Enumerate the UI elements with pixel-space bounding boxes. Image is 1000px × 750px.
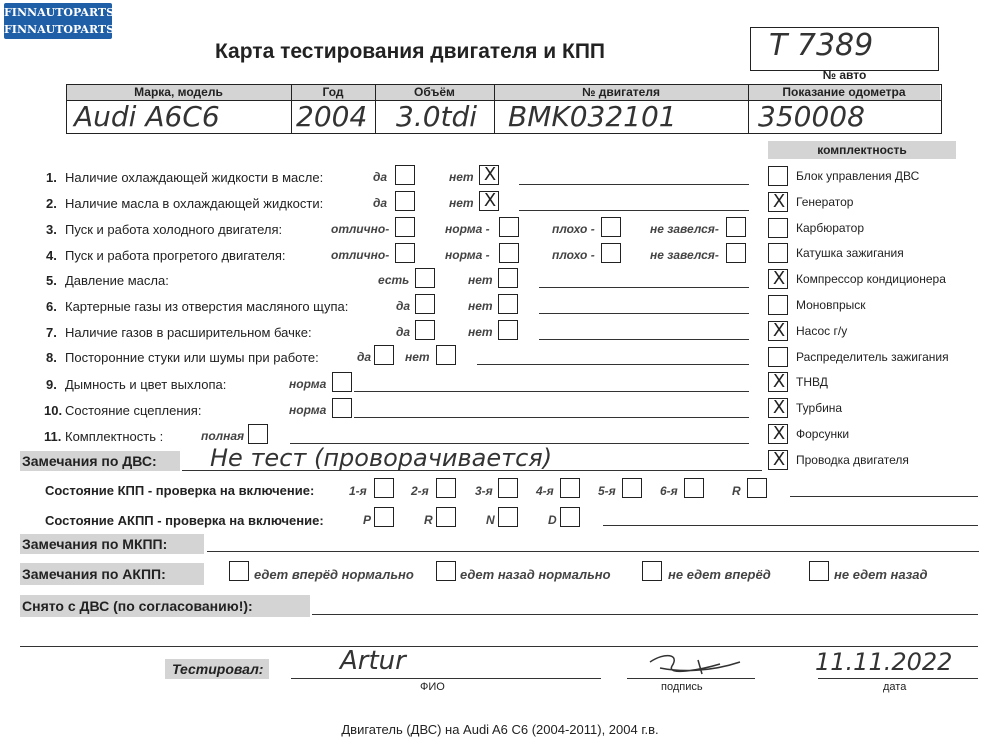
q8-note-line bbox=[477, 364, 749, 365]
akpp-gear-label: N bbox=[486, 513, 495, 527]
x-mark: X bbox=[772, 423, 786, 444]
col-year-header: Год bbox=[322, 85, 344, 99]
kpp-gear-label: 2-я bbox=[411, 484, 429, 498]
kpp-label: Состояние КПП - проверка на включение: bbox=[45, 483, 315, 498]
question-text: Пуск и работа холодного двигателя: bbox=[65, 222, 283, 237]
odometer-value: 350008 bbox=[758, 100, 865, 133]
komplekt-label: Катушка зажигания bbox=[796, 246, 904, 261]
q4-norma-checkbox[interactable] bbox=[499, 243, 519, 263]
col-engine-no-header: № двигателя bbox=[582, 85, 660, 99]
kpp-gear-label: 6-я bbox=[660, 484, 678, 498]
q4-ne-zavelsya-checkbox[interactable] bbox=[726, 243, 746, 263]
question-number: 4. bbox=[46, 248, 57, 263]
fio-value[interactable]: Artur bbox=[340, 646, 406, 676]
question-number: 10. bbox=[44, 403, 63, 418]
q1-da-label: да bbox=[373, 170, 388, 184]
komplekt-label: Форсунки bbox=[796, 427, 850, 441]
question-number: 6. bbox=[46, 299, 57, 314]
komplekt-label: Турбина bbox=[796, 401, 843, 416]
q3-norma-label: норма - bbox=[445, 222, 490, 236]
question-text: Комплектность : bbox=[65, 429, 164, 444]
q6-net-label: нет bbox=[468, 299, 493, 313]
kpp-gear-label: 1-я bbox=[349, 484, 367, 498]
kpp-gear-checkbox[interactable] bbox=[436, 478, 456, 498]
komplekt-checkbox[interactable] bbox=[768, 450, 788, 470]
question-text: Посторонние стуки или шумы при работе: bbox=[65, 350, 319, 365]
car-number-label: № авто bbox=[822, 68, 867, 82]
kpp-gear-checkbox[interactable] bbox=[684, 478, 704, 498]
q10-norma-label: норма bbox=[289, 403, 327, 417]
akpp-no-back-checkbox[interactable] bbox=[809, 561, 829, 581]
komplekt-checkbox[interactable] bbox=[768, 347, 788, 367]
komplekt-label: ТНВД bbox=[796, 375, 828, 390]
q3-ploho-label: плохо - bbox=[552, 222, 595, 236]
kpp-gear-label: R bbox=[732, 484, 741, 498]
logo-text-1: FINNAUTOPARTS bbox=[4, 6, 115, 19]
mkpp-remarks-line bbox=[207, 551, 979, 552]
question-text: Наличие охлаждающей жидкости в масле: bbox=[65, 170, 324, 185]
akpp-no-back-label: не едет назад bbox=[834, 567, 928, 582]
fio-line bbox=[291, 678, 601, 679]
akpp-gear-checkbox[interactable] bbox=[436, 507, 456, 527]
akpp-note-line bbox=[603, 525, 978, 526]
akpp-back-ok-checkbox[interactable] bbox=[436, 561, 456, 581]
model-value: Audi A6C6 bbox=[74, 100, 220, 133]
q4-ploho-checkbox[interactable] bbox=[601, 243, 621, 263]
komplekt-checkbox[interactable] bbox=[768, 243, 788, 263]
question-text: Пуск и работа прогретого двигателя: bbox=[65, 248, 286, 263]
komplekt-checkbox[interactable] bbox=[768, 372, 788, 392]
komplekt-checkbox[interactable] bbox=[768, 398, 788, 418]
q5-est-label: есть bbox=[378, 273, 410, 287]
col-volume-header: Объём bbox=[414, 85, 455, 99]
q6-da-label: да bbox=[396, 299, 411, 313]
logo-text-2: FINNAUTOPARTS bbox=[4, 23, 115, 36]
x-mark: X bbox=[772, 397, 786, 419]
date-label: дата bbox=[883, 681, 907, 693]
question-number: 5. bbox=[46, 273, 57, 288]
removed-line-2 bbox=[20, 646, 978, 647]
q8-net-label: нет bbox=[405, 350, 430, 364]
kpp-gear-checkbox[interactable] bbox=[498, 478, 518, 498]
q5-net-label: нет bbox=[468, 273, 493, 287]
x-mark: X bbox=[772, 371, 786, 393]
col-model-header: Марка, модель bbox=[134, 85, 223, 99]
remarks-dvs-label: Замечания по ДВС: bbox=[22, 453, 157, 469]
fio-label: ФИО bbox=[420, 681, 445, 693]
tested-label: Тестировал: bbox=[172, 661, 264, 677]
akpp-no-forward-checkbox[interactable] bbox=[642, 561, 662, 581]
komplekt-checkbox[interactable] bbox=[768, 424, 788, 444]
sign-label: подпись bbox=[661, 681, 703, 693]
engine-no-value: BMK032101 bbox=[508, 100, 677, 133]
question-number: 2. bbox=[46, 196, 57, 211]
question-number: 8. bbox=[46, 350, 57, 365]
akpp-gear-checkbox[interactable] bbox=[374, 507, 394, 527]
akpp-gear-label: D bbox=[548, 513, 557, 527]
q3-ne-zavelsya-checkbox[interactable] bbox=[726, 217, 746, 237]
q1-note-line bbox=[519, 184, 749, 185]
komplekt-label: Генератор bbox=[796, 194, 854, 209]
q3-otlichno-checkbox[interactable] bbox=[395, 217, 415, 237]
q7-net-label: нет bbox=[468, 325, 493, 339]
q2-da-checkbox[interactable] bbox=[395, 191, 415, 211]
q4-ploho-label: плохо - bbox=[552, 248, 595, 262]
akpp-back-ok-label: едет назад нормально bbox=[460, 567, 611, 582]
kpp-gear-label: 5-я bbox=[598, 484, 616, 498]
kpp-note-line bbox=[790, 496, 978, 497]
komplekt-checkbox[interactable] bbox=[768, 321, 788, 341]
komplekt-label: Карбюратор bbox=[796, 220, 865, 235]
q2-note-line bbox=[519, 210, 749, 211]
remarks-dvs-value[interactable]: Не тест (проворачивается) bbox=[210, 444, 553, 472]
date-line bbox=[818, 678, 978, 679]
q11-polnaya-checkbox[interactable] bbox=[248, 424, 268, 444]
q1-net-checkbox[interactable] bbox=[479, 165, 499, 185]
q3-ne-zavelsya-label: не завелся- bbox=[650, 222, 719, 236]
q4-otlichno-checkbox[interactable] bbox=[395, 243, 415, 263]
q7-da-label: да bbox=[396, 325, 411, 339]
q9-norma-checkbox[interactable] bbox=[332, 372, 352, 392]
akpp-no-forward-label: не едет вперёд bbox=[668, 567, 771, 582]
q10-norma-checkbox[interactable] bbox=[332, 398, 352, 418]
komplekt-checkbox[interactable] bbox=[768, 166, 788, 186]
q1-da-checkbox[interactable] bbox=[395, 165, 415, 185]
x-mark: X bbox=[772, 268, 786, 290]
q10-note-line bbox=[354, 417, 749, 418]
q7-da-checkbox[interactable] bbox=[415, 320, 435, 340]
q8-net-checkbox[interactable] bbox=[436, 345, 456, 365]
kpp-gear-checkbox[interactable] bbox=[622, 478, 642, 498]
remarks-dvs-line bbox=[182, 470, 762, 471]
x-mark: X bbox=[772, 448, 786, 470]
sign-line bbox=[627, 678, 755, 679]
car-number-box bbox=[750, 27, 939, 71]
q2-net-checkbox[interactable] bbox=[479, 191, 499, 211]
q3-ploho-checkbox[interactable] bbox=[601, 217, 621, 237]
komplekt-label: Моновпрыск bbox=[796, 298, 866, 312]
removed-line bbox=[312, 614, 978, 615]
site-logo bbox=[4, 3, 115, 39]
page-title: Карта тестирования двигателя и КПП bbox=[214, 40, 606, 63]
q6-net-checkbox[interactable] bbox=[498, 294, 518, 314]
q3-norma-checkbox[interactable] bbox=[499, 217, 519, 237]
q4-norma-label: норма - bbox=[445, 248, 490, 262]
komplekt-label: Блок управления ДВС bbox=[796, 169, 920, 183]
komplekt-label: Насос г/у bbox=[796, 323, 848, 338]
q5-note-line bbox=[539, 287, 749, 288]
q7-note-line bbox=[539, 339, 749, 340]
q6-note-line bbox=[539, 313, 749, 314]
kpp-gear-label: 4-я bbox=[536, 484, 554, 498]
q11-polnaya-label: полная bbox=[201, 429, 245, 443]
page-caption: Двигатель (ДВС) на Audi A6 C6 (2004-2011), 2004 г.в. bbox=[341, 722, 659, 737]
akpp-forward-ok-checkbox[interactable] bbox=[229, 561, 249, 581]
kpp-gear-checkbox[interactable] bbox=[374, 478, 394, 498]
kpp-gear-checkbox[interactable] bbox=[747, 478, 767, 498]
question-number: 1. bbox=[46, 170, 57, 185]
q4-ne-zavelsya-label: не завелся- bbox=[650, 248, 719, 262]
x-mark: X bbox=[772, 190, 786, 212]
question-number: 3. bbox=[46, 222, 57, 237]
q9-norma-label: норма bbox=[289, 377, 327, 391]
q8-da-checkbox[interactable] bbox=[374, 345, 394, 365]
komplekt-checkbox[interactable] bbox=[768, 192, 788, 212]
komplekt-checkbox[interactable] bbox=[768, 218, 788, 238]
komplekt-label: Распределитель зажигания bbox=[796, 349, 949, 364]
akpp-forward-ok-label: едет вперёд нормально bbox=[254, 567, 414, 582]
x-mark: X bbox=[483, 190, 497, 211]
akpp-remarks-label: Замечания по АКПП: bbox=[22, 566, 166, 582]
q3-otlichno-label: отлично- bbox=[331, 222, 390, 236]
question-number: 9. bbox=[46, 377, 57, 392]
year-value: 2004 bbox=[296, 100, 368, 133]
question-text: Давление масла: bbox=[65, 273, 169, 288]
q9-note-line bbox=[354, 391, 749, 392]
x-mark: X bbox=[772, 319, 786, 341]
kpp-gear-label: 3-я bbox=[475, 484, 493, 498]
q1-net-label: нет bbox=[449, 170, 474, 184]
q6-da-checkbox[interactable] bbox=[415, 294, 435, 314]
q7-net-checkbox[interactable] bbox=[498, 320, 518, 340]
q2-da-label: да bbox=[373, 196, 388, 210]
question-text: Дымность и цвет выхлопа: bbox=[65, 377, 227, 392]
question-number: 11. bbox=[44, 429, 62, 444]
question-text: Наличие масла в охлаждающей жидкости: bbox=[65, 196, 324, 211]
akpp-gear-checkbox[interactable] bbox=[498, 507, 518, 527]
komplekt-label: Проводка двигателя bbox=[796, 452, 909, 467]
akpp-gear-label: P bbox=[363, 513, 372, 527]
car-number-value: T 7389 bbox=[769, 28, 874, 63]
q2-net-label: нет bbox=[449, 196, 474, 210]
question-number: 7. bbox=[46, 325, 57, 340]
akpp-gear-checkbox[interactable] bbox=[560, 507, 580, 527]
akpp-gear-label: R bbox=[424, 513, 433, 527]
question-text: Наличие газов в расширительном бачке: bbox=[65, 325, 312, 340]
akpp-label: Состояние АКПП - проверка на включение: bbox=[45, 513, 324, 528]
q5-est-checkbox[interactable] bbox=[415, 268, 435, 288]
volume-value: 3.0tdi bbox=[396, 100, 478, 133]
q4-otlichno-label: отлично- bbox=[331, 248, 390, 262]
komplekt-checkbox[interactable] bbox=[768, 269, 788, 289]
x-mark: X bbox=[483, 164, 497, 185]
question-text: Картерные газы из отверстия масляного щупа: bbox=[65, 299, 349, 314]
q5-net-checkbox[interactable] bbox=[498, 268, 518, 288]
q8-da-label: да bbox=[357, 350, 372, 364]
col-odometer-header: Показание одометра bbox=[782, 85, 906, 99]
date-value[interactable]: 11.11.2022 bbox=[815, 648, 953, 676]
question-text: Состояние сцепления: bbox=[65, 403, 202, 418]
komplekt-checkbox[interactable] bbox=[768, 295, 788, 315]
mkpp-remarks-label: Замечания по МКПП: bbox=[22, 536, 168, 552]
kpp-gear-checkbox[interactable] bbox=[560, 478, 580, 498]
komplekt-label: Компрессор кондиционера bbox=[796, 272, 946, 287]
komplekt-title: комплектность bbox=[817, 143, 907, 157]
removed-label: Снято с ДВС (по согласованию!): bbox=[22, 598, 253, 614]
